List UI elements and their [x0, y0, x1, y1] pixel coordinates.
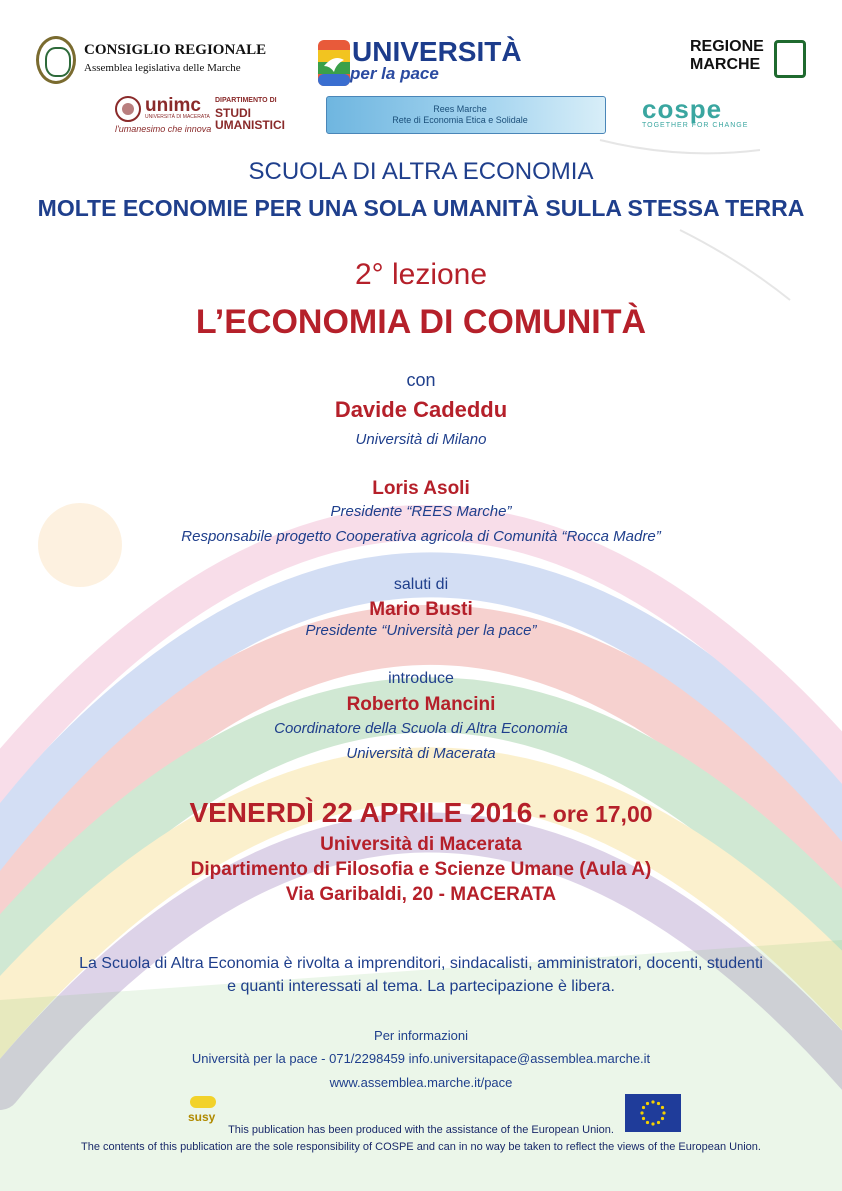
consiglio-title: CONSIGLIO REGIONALE [84, 42, 267, 58]
con-label: con [406, 370, 436, 390]
info-label: Per informazioni [374, 1028, 468, 1043]
event-date: VENERDÌ 22 APRILE 2016 [189, 797, 533, 828]
department-name-line2: UMANISTICI [215, 118, 285, 132]
speaker-affiliation: Responsabile progetto Cooperativa agricola di Comunità “Rocca Madre” [181, 528, 661, 545]
event-datetime [0, 797, 842, 829]
lesson-topic: L’ECONOMIA DI COMUNITÀ [195, 303, 647, 341]
speaker-affiliation: Coordinatore della Scuola di Altra Economia [274, 720, 568, 737]
speaker-name: Roberto Mancini [346, 694, 496, 715]
consiglio-crest-icon [36, 36, 76, 84]
venue-line: Dipartimento di Filosofia e Scienze Umane (Aula A) [190, 859, 652, 880]
cospe-logo-text: cospe [642, 94, 723, 124]
audience-note: e quanti interessati al tema. La partecipazione è libera. [227, 978, 615, 995]
department-name [215, 107, 285, 131]
unimc-logo-text: unimc [145, 95, 201, 116]
susy-logo-icon [190, 1096, 216, 1108]
universita-logo-subtitle: per la pace [350, 64, 439, 83]
unimc-seal-icon [115, 96, 141, 122]
speaker-affiliation: Presidente “REES Marche” [330, 503, 512, 520]
speaker-name: Loris Asoli [372, 478, 470, 499]
consiglio-subtitle: Assemblea legislativa delle Marche [84, 62, 241, 74]
venue-line: Università di Macerata [320, 834, 522, 855]
info-contacts[interactable]: Università per la pace - 071/2298459 info.universitapace@assemblea.marche.it [191, 1051, 651, 1066]
saluti-label: saluti di [393, 576, 449, 593]
speaker-name: Mario Busti [369, 599, 473, 620]
event-time: - ore 17,00 [532, 801, 653, 827]
school-title: SCUOLA DI ALTRA ECONOMIA [248, 158, 594, 185]
rees-banner-line1: Rees Marche [433, 104, 487, 114]
department-name-line1: STUDI [215, 106, 251, 120]
department-label: DIPARTIMENTO DI [215, 97, 277, 104]
regione-logo-line1: REGIONE [690, 38, 764, 55]
regione-logo-line2: MARCHE [690, 56, 761, 73]
speaker-affiliation: Università di Macerata [346, 745, 496, 762]
school-motto: MOLTE ECONOMIE PER UNA SOLA UMANITÀ SULLA STESSA TERRA [37, 195, 805, 221]
speaker-name: Davide Cadeddu [334, 397, 508, 422]
speaker-affiliation: Presidente “Università per la pace” [305, 622, 537, 639]
universita-pace-dove-icon [318, 40, 350, 86]
cospe-tagline: TOGETHER FOR CHANGE [642, 122, 749, 129]
eu-disclaimer-line2: The contents of this publication are the sole responsibility of COSPE and can in no way be taken to reflect the views of the European Union. [81, 1141, 761, 1153]
unimc-tagline: l'umanesimo che innova [115, 124, 212, 134]
introduce-label: introduce [388, 670, 454, 687]
lesson-number: 2° lezione [354, 258, 488, 291]
rees-banner-line2: Rete di Economia Etica e Solidale [392, 115, 528, 125]
regione-logo-text [690, 38, 764, 74]
unimc-small-text: UNIVERSITÀ DI MACERATA [145, 114, 210, 120]
universita-logo-title: UNIVERSITÀ [352, 36, 522, 67]
eu-disclaimer-line1: This publication has been produced with the assistance of the European Union. [228, 1124, 614, 1136]
susy-logo-text: susy [188, 1110, 216, 1124]
speaker-affiliation: Università di Milano [355, 431, 487, 448]
info-website-link[interactable]: www.assemblea.marche.it/pace [329, 1075, 513, 1090]
audience-note: La Scuola di Altra Economia è rivolta a imprenditori, sindacalisti, amministratori, docenti, studenti [79, 955, 763, 972]
venue-line: Via Garibaldi, 20 - MACERATA [285, 884, 557, 905]
regione-marche-emblem-icon [774, 40, 806, 78]
